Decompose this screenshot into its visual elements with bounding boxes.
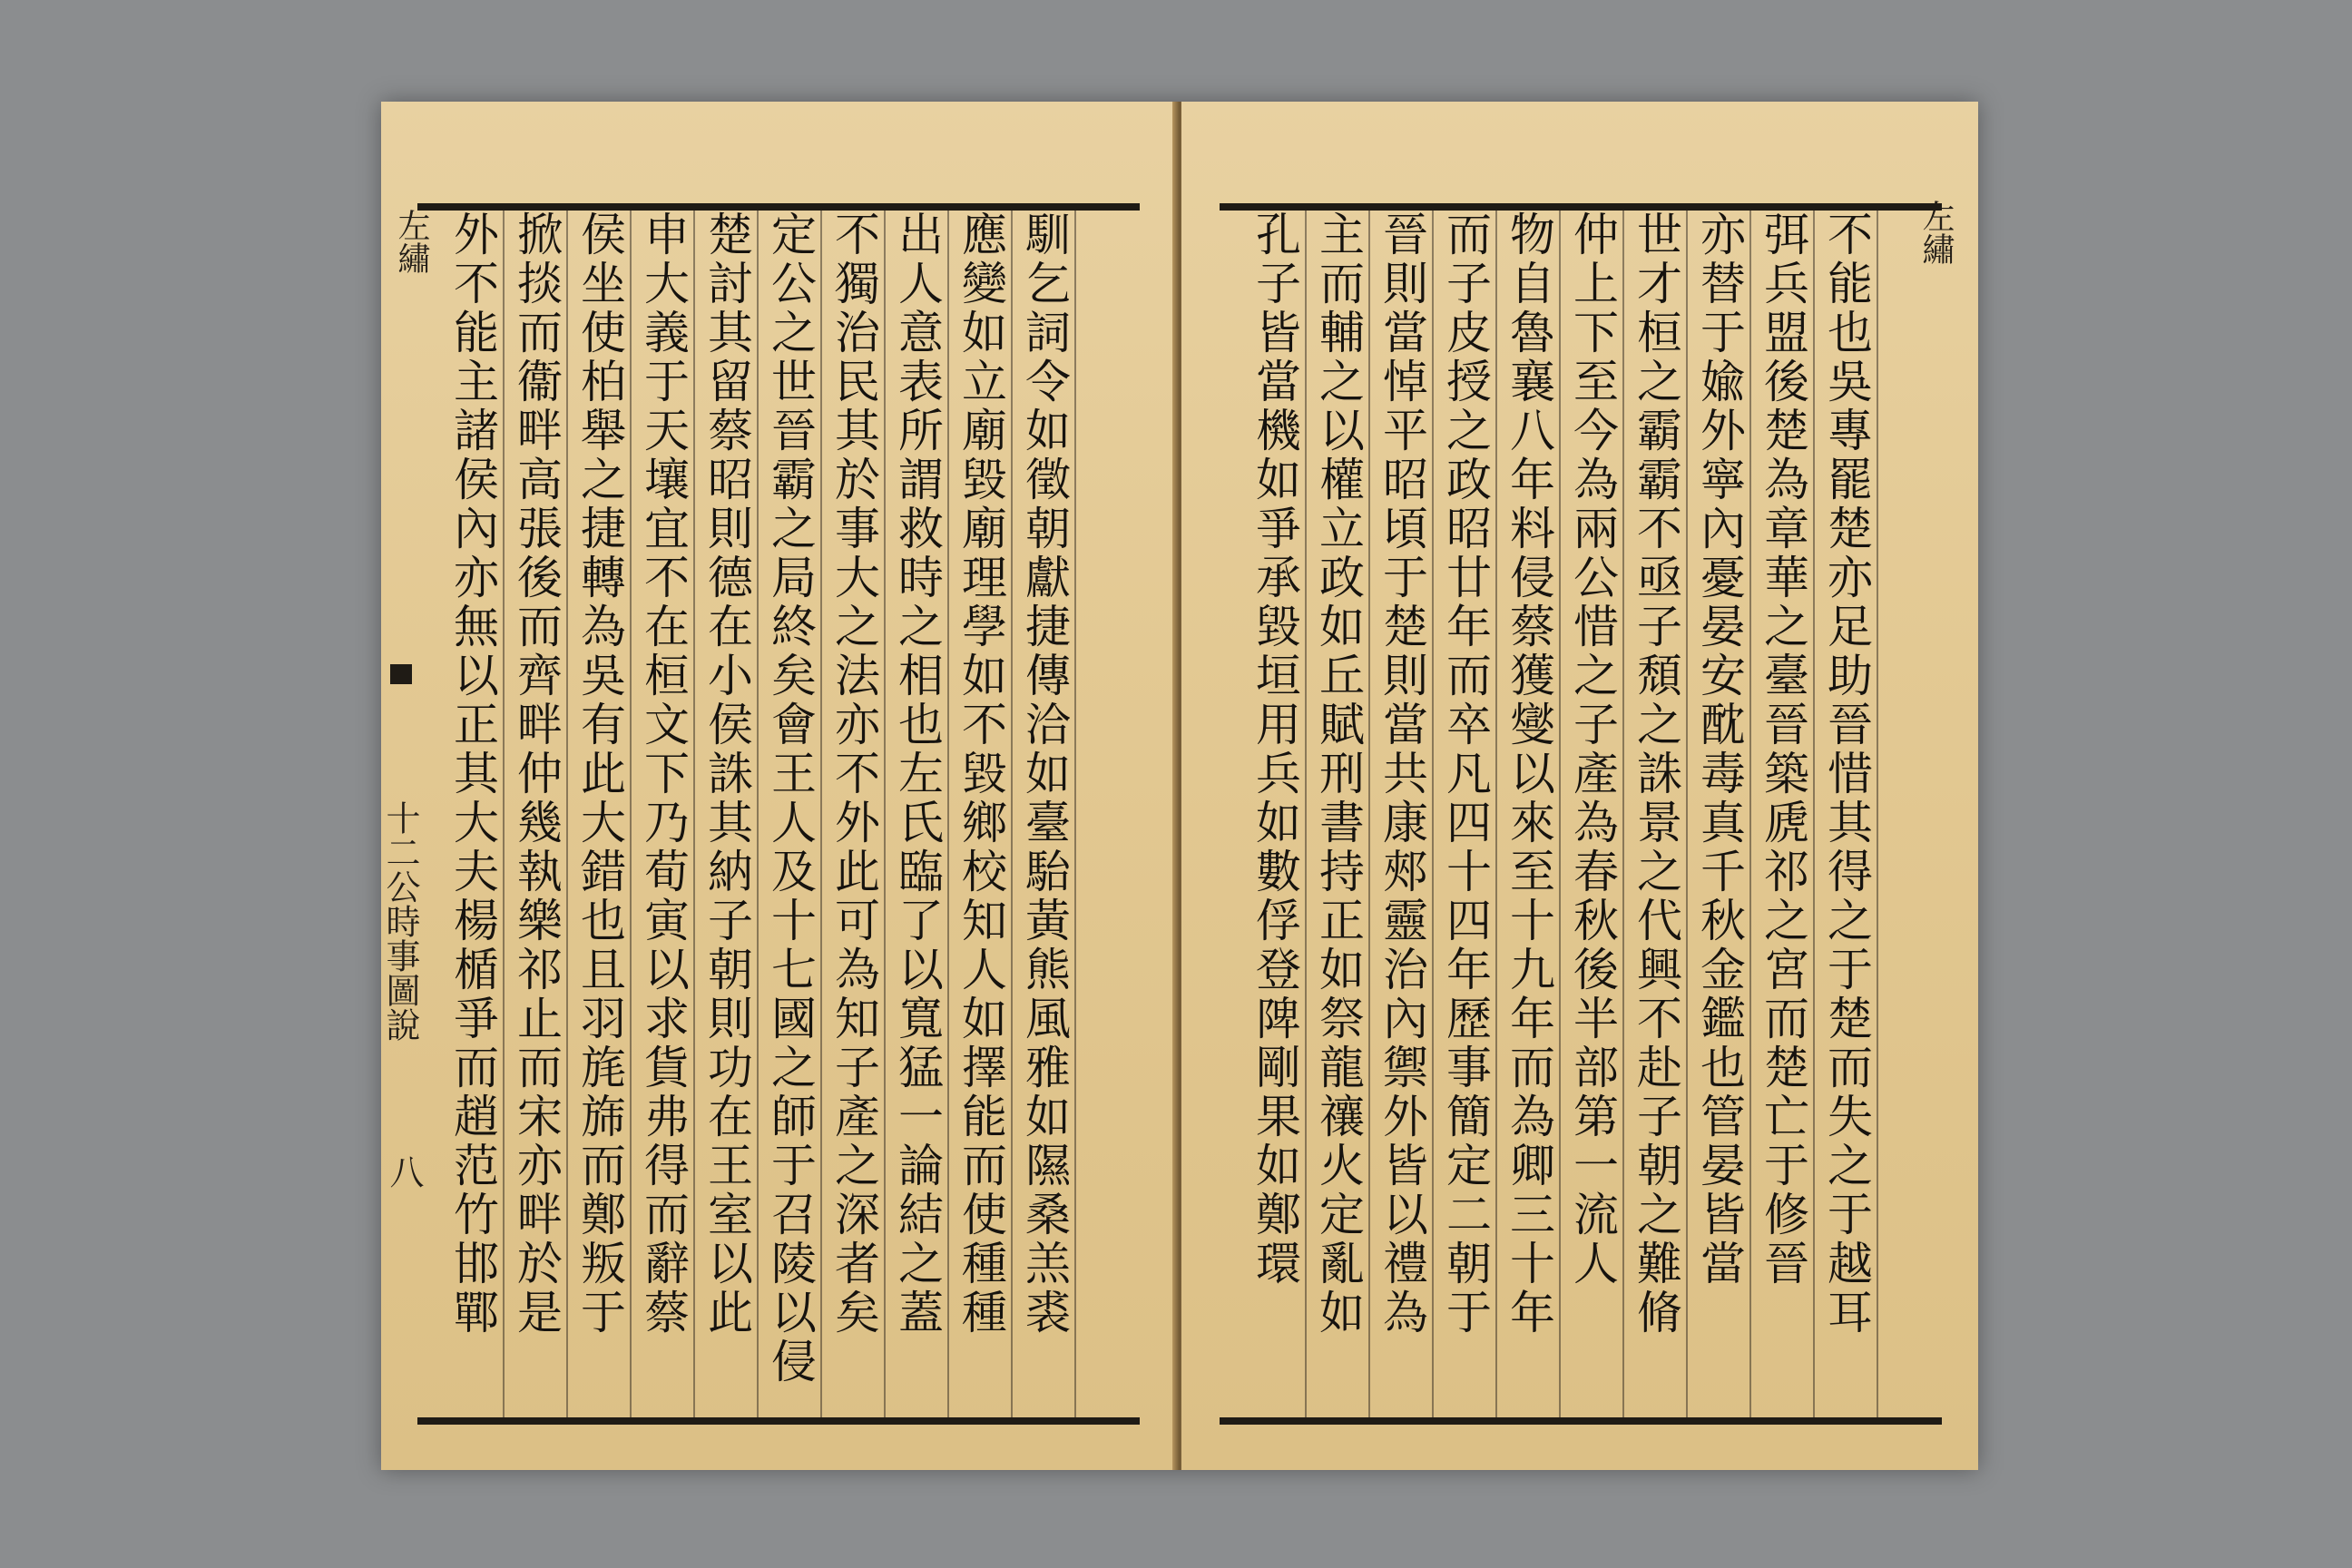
right-text-frame xyxy=(1220,203,1942,1425)
text-column: 不獨治民其於事大之法亦不外此可為知子產之深者矣 xyxy=(829,211,878,1417)
left-side-title: 十二公時事圖說 xyxy=(380,800,420,1042)
left-text-frame xyxy=(417,203,1140,1425)
text-column: 而子皮授之政昭廿年而卒凡四十四年歷事簡定二朝于 xyxy=(1441,211,1490,1417)
fish-tail-mark xyxy=(390,664,412,684)
text-column: 弭兵盟後楚為章華之臺晉築虒祁之宮而楚亡于修晉 xyxy=(1759,211,1808,1417)
text-column: 不能也吳專罷楚亦足助晉惜其得之于楚而失之于越耳 xyxy=(1822,211,1871,1417)
open-book xyxy=(381,102,1978,1470)
text-column: 出人意表所謂救時之相也左氏臨了以寬猛一論結之蓋 xyxy=(893,211,942,1417)
text-column: 孔子皆當機如爭承毀垣用兵如數俘登陴剛果如鄭環 xyxy=(1250,211,1299,1417)
text-column: 定公之世晉霸之局終矣會王人及十七國之師于召陵以侵 xyxy=(766,211,815,1417)
left-page-number: 八 xyxy=(384,1154,424,1189)
text-column: 應變如立廟毀廟理學如不毀鄉校知人如擇能而使種種 xyxy=(956,211,1005,1417)
text-column: 掀掞而衞畔高張後而齊畔仲幾執樂祁止而宋亦畔於是 xyxy=(512,211,561,1417)
text-column: 物自魯襄八年料侵蔡獲燮以來至十九年而為卿三十年 xyxy=(1504,211,1553,1417)
text-column: 晉則當悼平昭頃于楚則當共康郟靈治內禦外皆以禮為 xyxy=(1377,211,1426,1417)
text-column: 外不能主諸侯內亦無以正其大夫楊楯爭而趙范竹邯鄲 xyxy=(448,211,497,1417)
left-side-label: 左繡 xyxy=(393,209,430,274)
text-column: 申大義于天壤宜不在桓文下乃荀寅以求貨弗得而辭蔡 xyxy=(639,211,688,1417)
text-column: 仲上下至今為兩公惜之子產為春秋後半部第一流人 xyxy=(1568,211,1617,1417)
text-column: 馴乞詞令如徵朝獻捷傳洽如臺駘黃熊風雅如隰桑羔裘 xyxy=(1020,211,1069,1417)
text-column: 楚討其留蔡昭則德在小侯誅其納子朝則功在王室以此 xyxy=(702,211,751,1417)
left-page xyxy=(381,102,1178,1470)
text-column: 亦替于婾外寧內憂晏安酖毒真千秋金鑑也管晏皆當 xyxy=(1695,211,1744,1417)
text-column: 主而輔之以權立政如丘賦刑書持正如祭龍禳火定亂如 xyxy=(1314,211,1363,1417)
right-side-tag: 左繡 xyxy=(1917,200,1955,265)
right-page xyxy=(1181,102,1978,1470)
text-column: 世才桓之霸霸不亟子頹之誅景之代興不赴子朝之難脩 xyxy=(1632,211,1681,1417)
text-column: 侯坐使柏舉之捷轉為吳有此大錯也且羽旄旆而鄭叛于 xyxy=(575,211,624,1417)
